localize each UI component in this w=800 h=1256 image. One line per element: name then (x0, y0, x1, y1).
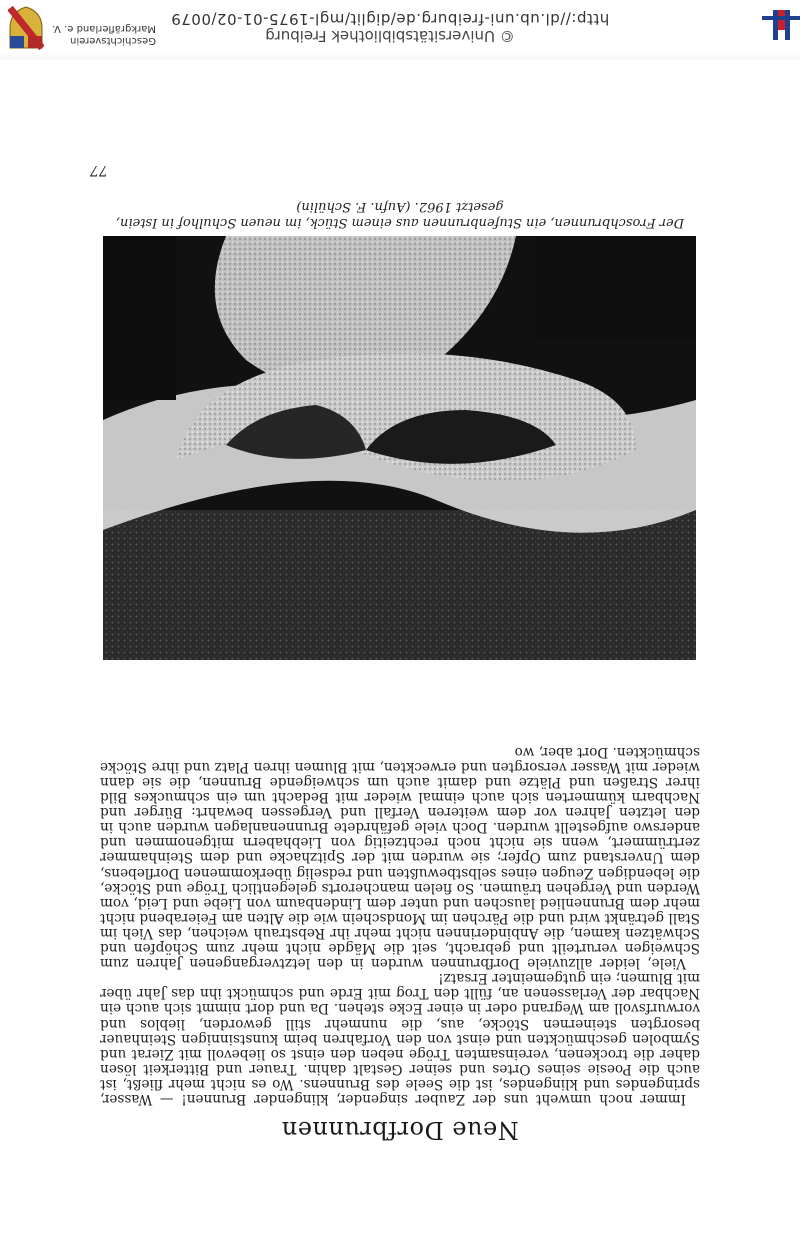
caption-line-1: Der Froschbrunnen, ein Stufenbrunnen aus einem Stück, im neuen Schulhof in Istein, (115, 215, 685, 230)
page-number: 77 (90, 162, 108, 178)
coat-of-arms-icon[interactable] (8, 6, 44, 50)
copyright-text: © Universitätsbibliothek Freiburg (265, 27, 515, 45)
photo-caption (110, 198, 690, 230)
paragraph-2: Viele, leider allzuviele Dorfbrunnen wurden in den letztvergangenen Jahren zum Schweigen verurteilt und gebracht, seit die Mägde nicht mehr zum Schöpfen und Schwätzen kamen, die Anbinderinnen nicht mehr ihr Rebstrauh weichen, das Vieh im Stall getränkt wird und die Pärchen im Mondschein wie die Alten am Feierabend nicht mehr dem Brunnenlied lauschen und unter dem Lindenbaum von Liebe und Leid, vom Werden und Vergehen träumen. So fielen mancherorts gelegentlich Tröge und Stöcke, die lebendigen Zeugen eines selbstbewußten und redselig überkommenen Dorflebens, dem Unverstand zum Opfer; sie wurden mit der Spitzhacke und dem Steinhammer zertrümmert, wenn sie nicht noch rechtzeitig von Liebhabern mitgenommen und anderswo aufgestellt wurden. Doch viele gefährdete Brunnenanlagen wurden auch in den letzten Jahren vor dem weiteren Verfall und Vergessen bewahrt: Bürger und Nachbarn kümmerten sich auch einmal wieder mit Bedacht um ein schmuckes Bild ihrer Straßen und Plätze und damit auch um schweigende Brunnen, die sie dann wieder mit Wasser versorgten und erweckten, mit Blumen ihren Platz und ihre Stöcke schmückten. Dort aber, wo (100, 743, 700, 972)
society-line-1: Geschichtsverein (70, 35, 156, 46)
document-url-link[interactable]: http://dl.ub.uni-freiburg.de/diglit/mgl-1975-01-02/0079 (170, 10, 610, 28)
society-line-2: Markgräflerland e. V. (52, 23, 156, 34)
article-title: Neue Dorfbrunnen (281, 1116, 519, 1144)
header-shadow (0, 50, 800, 60)
caption-line-2: gesetzt 1962. (Aufn. F. Schülin) (296, 199, 504, 214)
fountain-photo (103, 236, 696, 660)
article-body (100, 744, 700, 1106)
society-name[interactable] (44, 22, 156, 46)
university-library-logo-icon[interactable] (756, 10, 800, 40)
paragraph-1: Immer noch umweht uns der Zauber singender, klingender Brunnen! — Wasser, springendes und klingendes, ist die Seele des Brunnens. Wo es nicht mehr fließt, ist auch die Poesie seines Ortes und seiner Gestalt dahin. Trauer und Bitterkeit lösen daher die trockenen, vereinsamten Tröge neben den einst so liebevoll mit Zierat und Symbolen geschmückten und einst von den Vorfahren beim kunstsinnigen Steinhauer besorgten steinernen Stöcke, aus, die nunmehr still geworden, lieblos und vorwurfsvoll am Wegrand oder in einer Ecke stehen. Da und dort nimmt sich auch ein Nachbar der Verlassenen an, füllt den Trog mit Erde und schmückt ihn das Jahr über mit Blumen; ein gutgemeinter Ersatz! (100, 970, 700, 1107)
